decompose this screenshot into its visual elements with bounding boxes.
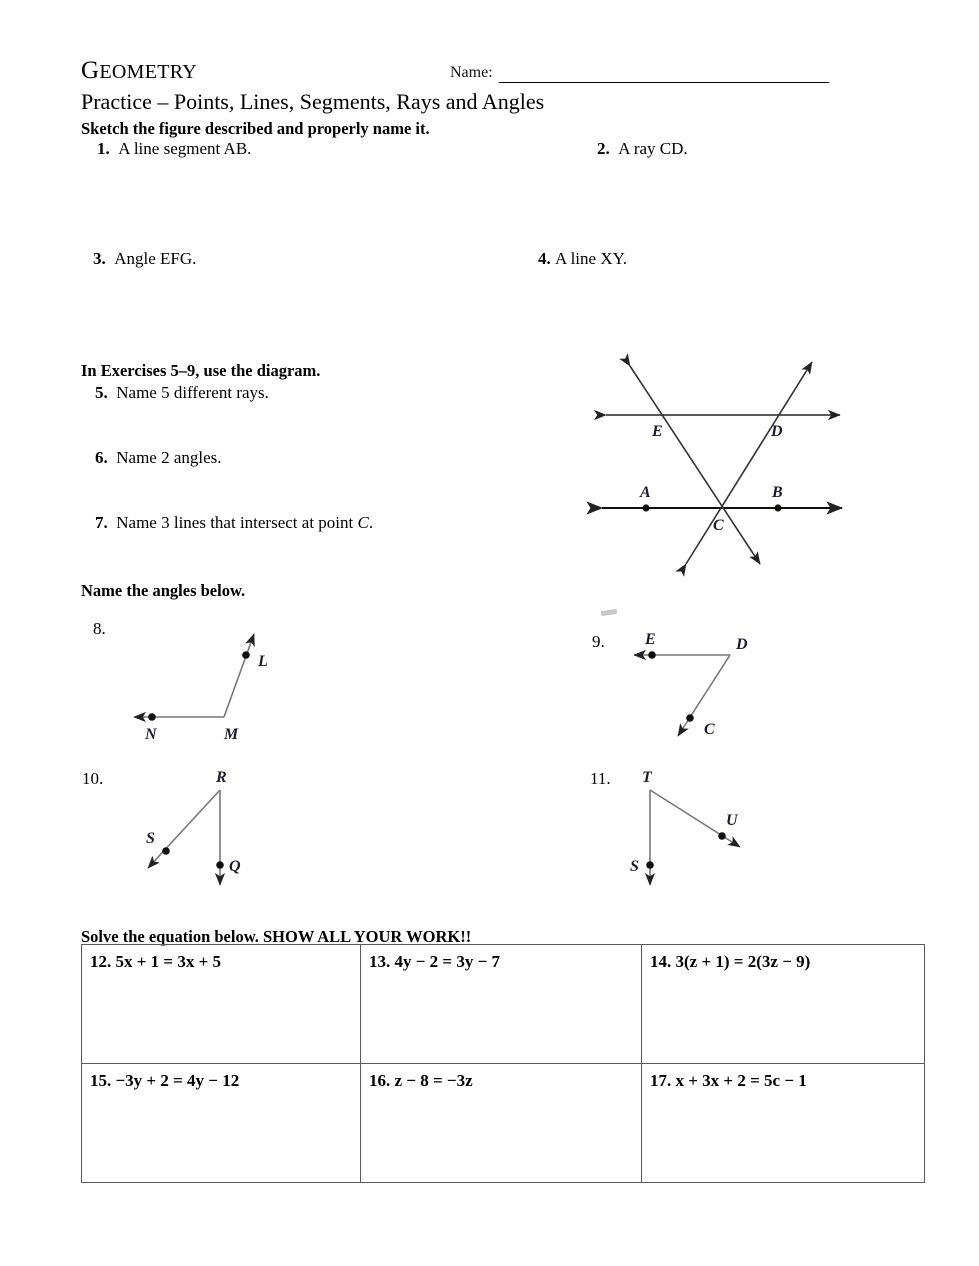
label-r: R xyxy=(216,769,227,786)
equation-cell-16[interactable] xyxy=(361,1064,642,1183)
label-u: U xyxy=(726,812,738,829)
equation-14-text: 3(z + 1) = 2(3z − 9) xyxy=(675,952,811,971)
angle-item-11-number: 11. xyxy=(590,769,611,788)
point-s-dot xyxy=(162,847,170,855)
label-e: E xyxy=(645,631,656,648)
instruction-name-angles: Name the angles below. xyxy=(81,581,246,600)
angle-item-8-number: 8. xyxy=(93,619,106,638)
question-4-text: A line XY. xyxy=(555,249,627,268)
point-b-dot xyxy=(774,504,781,511)
scan-artifact xyxy=(601,609,618,616)
ray-r-to-s xyxy=(148,790,220,868)
instruction-exercises: In Exercises 5–9, use the diagram. xyxy=(81,361,321,380)
equation-17-text: x + 3x + 2 = 5c − 1 xyxy=(675,1071,807,1090)
question-2-text: A ray CD. xyxy=(618,139,688,158)
point-e-dot xyxy=(648,651,656,659)
question-3-text: Angle EFG. xyxy=(114,249,197,268)
main-diagram-figure xyxy=(588,352,856,578)
label-s: S xyxy=(146,830,155,847)
ray-m-to-l xyxy=(224,634,254,717)
question-1-number: 1. xyxy=(97,139,110,158)
slant-line-e-c xyxy=(630,366,760,564)
equation-14-number: 14. xyxy=(650,952,672,971)
question-5-number: 5. xyxy=(95,383,108,402)
equations-table xyxy=(81,944,925,1183)
page-subtitle: Practice – Points, Lines, Segments, Rays and Angles xyxy=(81,89,545,114)
angle-figure-9 xyxy=(612,628,792,753)
angle-figure-10 xyxy=(110,765,290,895)
point-l-dot xyxy=(242,651,250,659)
table-row xyxy=(82,1064,925,1183)
label-c: C xyxy=(713,517,724,534)
equation-15-text: −3y + 2 = 4y − 12 xyxy=(115,1071,240,1090)
point-a-dot xyxy=(642,504,649,511)
instruction-solve: Solve the equation below. SHOW ALL YOUR WORK!! xyxy=(81,927,472,946)
label-d: D xyxy=(736,636,748,653)
point-u-dot xyxy=(718,832,726,840)
question-3 xyxy=(93,249,196,269)
label-e: E xyxy=(652,423,663,440)
question-4-number: 4. xyxy=(538,249,551,268)
equation-16-number: 16. xyxy=(369,1071,391,1090)
question-1-text: A line segment AB. xyxy=(118,139,252,158)
instruction-sketch: Sketch the figure described and properly name it. xyxy=(81,119,430,138)
angle-figure-8 xyxy=(112,622,302,752)
label-b: B xyxy=(772,484,783,501)
question-4 xyxy=(538,249,627,269)
equation-12-number: 12. xyxy=(90,952,112,971)
label-d: D xyxy=(771,423,783,440)
equation-17-number: 17. xyxy=(650,1071,672,1090)
angle-item-10-number: 10. xyxy=(82,769,104,788)
question-6 xyxy=(95,448,222,468)
question-6-text: Name 2 angles. xyxy=(116,448,222,467)
page-title-rest: EOMETRY xyxy=(99,61,198,83)
point-q-dot xyxy=(216,861,224,869)
point-n-dot xyxy=(148,713,156,721)
question-7-number: 7. xyxy=(95,513,108,532)
question-7 xyxy=(95,513,373,533)
label-q: Q xyxy=(229,858,241,875)
angle-figure-11 xyxy=(612,765,792,895)
label-c: C xyxy=(704,721,715,738)
equation-cell-12[interactable] xyxy=(82,945,361,1064)
label-s: S xyxy=(630,858,639,875)
equation-15-number: 15. xyxy=(90,1071,112,1090)
page-title-initial: G xyxy=(81,57,100,84)
label-a: A xyxy=(640,484,651,501)
name-field-label: Name: xyxy=(450,64,493,81)
question-7-text: Name 3 lines that intersect at point C. xyxy=(116,513,374,532)
equation-12-text: 5x + 1 = 3x + 5 xyxy=(115,952,222,971)
question-3-number: 3. xyxy=(93,249,106,268)
equation-cell-17[interactable] xyxy=(642,1064,925,1183)
equation-13-text: 4y − 2 = 3y − 7 xyxy=(394,952,501,971)
question-5-text: Name 5 different rays. xyxy=(116,383,269,402)
name-field-blank[interactable] xyxy=(499,82,829,83)
equation-cell-13[interactable] xyxy=(361,945,642,1064)
table-row xyxy=(82,945,925,1064)
angle-item-9-number: 9. xyxy=(592,632,605,651)
equation-13-number: 13. xyxy=(369,952,391,971)
label-t: T xyxy=(642,769,652,786)
label-l: L xyxy=(258,653,268,670)
slant-line-c-d xyxy=(686,362,812,564)
point-c-dot xyxy=(686,714,694,722)
label-n: N xyxy=(145,726,157,743)
label-m: M xyxy=(224,726,239,743)
point-s-dot xyxy=(646,861,654,869)
question-6-number: 6. xyxy=(95,448,108,467)
question-1 xyxy=(97,139,251,159)
equation-16-text: z − 8 = −3z xyxy=(394,1071,473,1090)
equation-cell-14[interactable] xyxy=(642,945,925,1064)
question-2 xyxy=(597,139,688,159)
question-2-number: 2. xyxy=(597,139,610,158)
equation-cell-15[interactable] xyxy=(82,1064,361,1183)
page-title xyxy=(81,58,197,83)
question-5 xyxy=(95,383,269,403)
